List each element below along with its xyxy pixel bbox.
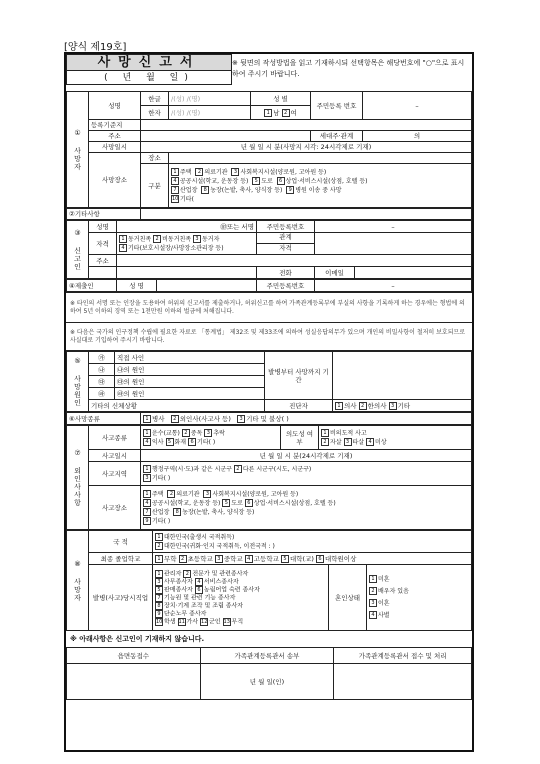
header-table [66, 54, 232, 85]
death-time-label: 사망일시 [89, 142, 141, 153]
cause-c-box: ㉰ [89, 376, 115, 388]
accident-area-label: 사고지역 [89, 462, 141, 486]
accident-time-label: 사고일시 [89, 450, 141, 462]
accident-time-field[interactable]: 년 월 일 시 분(24시각제로 기재) [141, 450, 472, 462]
report-date[interactable]: ( 년 월 일) [67, 71, 232, 85]
hanja-name-field[interactable]: /(성) /(명) [169, 106, 251, 120]
nationality-label: 국 적 [89, 531, 153, 553]
email-field[interactable] [355, 267, 472, 279]
reporter-section-label: ③ 신고인 [67, 221, 89, 279]
phone-spacer-2 [117, 267, 257, 279]
qualification-options[interactable]: 1 동거친족 2 비동거친족 3 동거자 4 기타(보호시설장/사망장소관리장 등) [117, 233, 257, 255]
place-label: 장소 [141, 153, 169, 164]
onset-label: 발병부터 사망까지 기 간 [265, 352, 333, 400]
accident-place-label: 사고장소 [89, 486, 141, 530]
reg-base-field[interactable] [141, 120, 472, 131]
death-place-options[interactable]: 1 주택 2 의료기관 3 사회복지시설(양로원, 고아원 등) 4 공공시설(학교, 운동장 등) 5 도로 6 상업·서비스시설(상점, 호텔 등) 7 산업장 8 농장(논밭, 축사, 양식장 등) 9 병원 이송 중 사망 10 기타( [169, 164, 472, 208]
reporter-name-label: 성명 [89, 221, 117, 233]
education-options[interactable]: 1 무학 2 초등학교 3 중학교 4 고등학교 5 대학(교) 6 대학원이상 [153, 553, 472, 565]
address-label: 주소 [89, 131, 141, 142]
legal-warning-note: ※ 타인의 서명 또는 인장을 도용하여 허위의 신고서를 제출하거나, 허위신고를 하여 가족관계등록부에 부실의 사항을 기록하게 하는 경우에는 형법에 의하여 5년 이하의 징역 또는 1천만원 이하의 벌금에 처해집니다. [66, 293, 472, 323]
occupation-label: 발병(사고)당시직업 [89, 565, 153, 631]
deceased-name-label: 성명 [89, 92, 141, 120]
cause-a-box: ㉮ [89, 352, 115, 364]
cause-d-box: ㉱ [89, 388, 115, 400]
external-section-label: ⑦ 외인사사항 [67, 426, 89, 530]
education-label: 최종 졸업학교 [89, 553, 153, 565]
relation-field[interactable] [315, 233, 472, 255]
hangul-name-field[interactable]: /(성) /(명) [169, 92, 251, 106]
deceased-section-label: ① 사망자 [67, 92, 89, 208]
reporter-rrn-field[interactable]: – [315, 221, 472, 233]
external-table [66, 425, 472, 530]
cause-table [66, 351, 472, 412]
submitter-name-field[interactable] [157, 280, 257, 292]
reporter-address-field[interactable] [117, 255, 472, 267]
office-note: ※ 아래사항은 신고인이 기재하지 않습니다. [70, 635, 205, 643]
etc-body-label[interactable]: 기타의 신체상황 [89, 400, 265, 412]
reporter-seal[interactable]: ㊞또는 서명 [117, 221, 257, 233]
diagnoser-label: 진단자 [265, 400, 333, 412]
submitter-name-label: 성 명 [117, 280, 157, 292]
phone-spacer [89, 267, 117, 279]
notes-table [66, 292, 472, 351]
office-table [66, 647, 472, 700]
submitter-table [66, 279, 472, 292]
relation-cell [257, 233, 315, 255]
direct-cause-label[interactable]: 직접 사인 [115, 352, 265, 364]
instruction-notice: ※ 뒷면의 작성방법을 읽고 기재하시되 선택항목은 해당번호에 "○"으로 표시하여 주시기 바랍니다. [232, 59, 465, 78]
submitter-rrn-label: 주민등록번호 [257, 280, 315, 292]
statistics-note: ※ 다음은 국가의 인구정책 수립에 필요한 자료로 「통계법」 제32조 및 제33조에 의하여 성실응답의무가 있으며 개인의 비밀사항이 철저히 보호되므로 사실대로 기입하여 주시기 바랍니다. [66, 323, 472, 351]
form-title: 사망신고서 [67, 55, 232, 71]
office-col1-field[interactable] [67, 664, 201, 700]
male-label: 남 [273, 108, 280, 117]
reporter-table [66, 220, 472, 279]
death-place-label: 사망장소 [89, 153, 141, 208]
reporter-rrn-label: 주민등록번호 [257, 221, 315, 233]
cause-c-label[interactable]: ㉰의 원인 [115, 376, 265, 388]
marital-label: 혼인상태 [329, 565, 367, 631]
death-time-field[interactable]: 년 월 일 시 분(사망지 시각: 24시각제로 기재) [141, 142, 472, 153]
death-type-label: ⑥사망종류 [67, 413, 141, 425]
office-col3-header: 가족관계등록관서 접수 및 처리 [334, 648, 472, 664]
office-col2-header: 가족관계등록관서 송부 [200, 648, 334, 664]
accident-place-options[interactable]: 1 주택 2 의료기관 3 사회복지시설(양로원, 고아원 등) 4 공공시설(학교, 운동장 등) 5 도로 6 상업·서비스시설(상점, 호텔 등) 7 산업장 8 농장(논밭, 축사, 양식장 등) 9 기타( ) [141, 486, 472, 530]
deceased-table [66, 91, 472, 208]
other-table [66, 208, 472, 220]
intent-label: 의도성 여부 [281, 426, 319, 450]
intent-options[interactable]: 1 비의도적 사고 2 자살 3 타살 4 미상 [319, 426, 472, 450]
rrn-field[interactable]: – [363, 92, 472, 120]
householder-label: 세대주·관계 [311, 131, 363, 142]
checkbox-male[interactable]: 1 [264, 109, 272, 117]
place-field[interactable] [169, 153, 472, 164]
deceased-info-table [66, 530, 472, 631]
accident-area-options[interactable]: 1 행정구역(시·도)과 같은 시군구 2 다른 시군구(시도, 시군구) 3 기타( ) [141, 462, 472, 486]
householder-field[interactable]: 의 [363, 131, 472, 142]
checkbox-female[interactable]: 2 [282, 109, 290, 117]
form-frame [64, 52, 474, 752]
qual-sub-label: 자격 [279, 244, 292, 252]
deceased-info-section-label: ⑧ 사망자 [67, 531, 89, 631]
submitter-rrn-field[interactable]: – [315, 280, 472, 292]
cause-section-label: ⑤ 사망원인 [67, 352, 89, 412]
nationality-options[interactable]: 1 대한민국(출생시 국적취득) 2 대한민국(귀화·인지 국적취득, 이전국적 : ) [153, 531, 472, 553]
office-col3-field[interactable] [334, 664, 472, 700]
onset-field[interactable] [333, 352, 472, 400]
reg-base-label: 등록기준지 [89, 120, 141, 131]
sex-label: 성 별 [251, 92, 311, 106]
submitter-label: ④제출인 [67, 280, 117, 292]
accident-type-label: 사고종류 [89, 426, 141, 450]
cause-d-label[interactable]: ㉱의 원인 [115, 388, 265, 400]
occupation-options[interactable]: 1 관리자 2 전문가 및 관련종사자 3 사무종사자 4 서비스종사자 5 판매종사자 6 농림어업 숙련 종사자 7 기능원 및 관련 기능 종사자 8 장치·기계 조작 및 조립 종사자 9 단순노무 종사자 10 학생 11 가사 12 군인 13 무직 [153, 565, 329, 631]
sex-options[interactable] [251, 106, 311, 120]
email-label: 이메일 [315, 267, 355, 279]
other-label: ②기타사항 [67, 209, 141, 220]
female-label: 여 [290, 108, 297, 117]
cause-b-box: ㉯ [89, 364, 115, 376]
reporter-address-label: 주소 [89, 255, 117, 267]
category-label: 구분 [141, 164, 169, 208]
diagnoser-options[interactable]: 1 의사 2 한의사 3 기타 [333, 400, 472, 412]
death-type-table [66, 412, 472, 425]
qualification-label: 자격 [89, 233, 117, 255]
office-col1-header: 읍면동접수 [67, 648, 201, 664]
hanja-label: 한자 [141, 106, 169, 120]
marital-options[interactable]: 1 미혼 2 배우자 있음 3 이혼 4 사별 [367, 565, 472, 631]
other-field[interactable] [141, 209, 472, 220]
rrn-label: 주민등록 번호 [311, 92, 363, 120]
office-col2-date[interactable]: 년 월 일(인) [200, 664, 334, 700]
death-type-options[interactable]: 1 병사 2 외인사(사고사 등) 3 기타 및 불상( ) [141, 413, 472, 425]
cause-b-label[interactable]: ㉯의 원인 [115, 364, 265, 376]
relation-label: 관계 [257, 233, 314, 244]
accident-type-options[interactable]: 1 운수(교통) 2 중독 3 추락 4 익사 5 화재 6 기타( ) [141, 426, 281, 450]
form-number: [양식 제19호] [64, 42, 127, 53]
address-field[interactable] [141, 131, 311, 142]
hangul-label: 한글 [141, 92, 169, 106]
phone-label: 전화 [257, 267, 315, 279]
